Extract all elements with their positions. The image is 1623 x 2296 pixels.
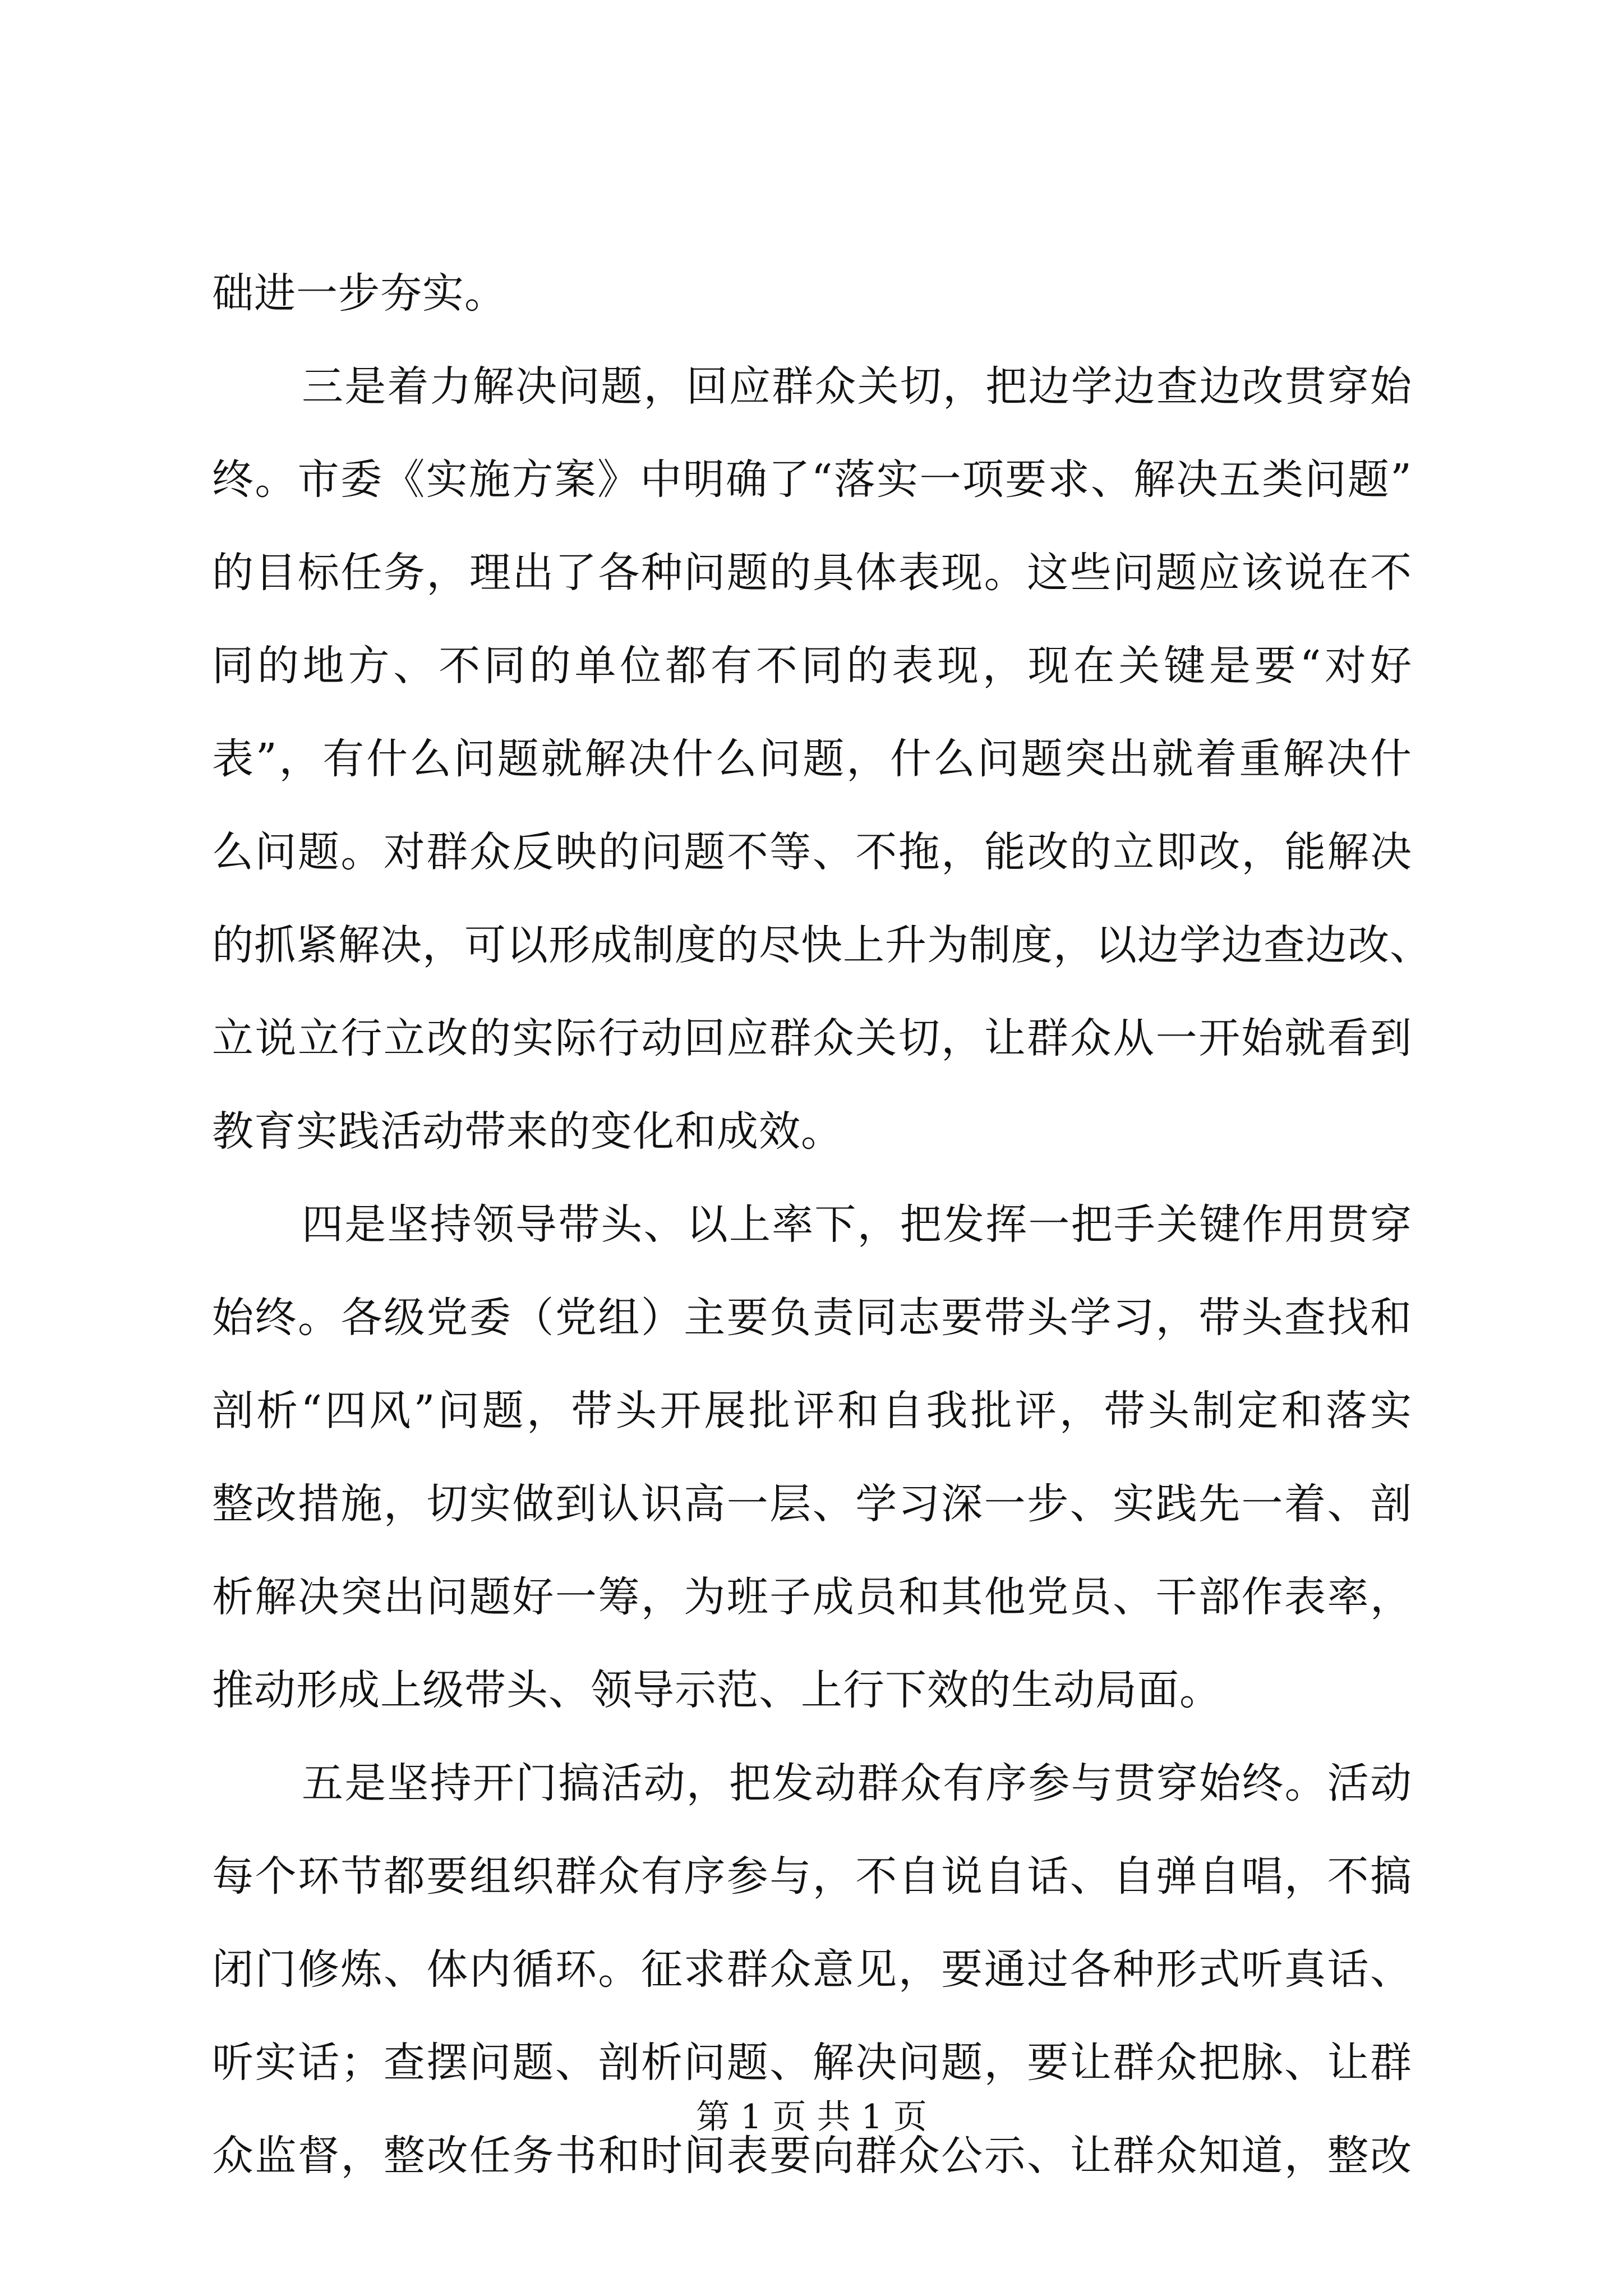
text-line: 表”，有什么问题就解决什么问题，什么问题突出就着重解决什 [212, 735, 1412, 783]
text-line: 听实话；查摆问题、剖析问题、解决问题，要让群众把脉、让群 [212, 2039, 1412, 2087]
text-line: 立说立行立改的实际行动回应群众关切，让群众从一开始就看到 [212, 1014, 1412, 1062]
paragraph-end-line: 推动形成上级带头、领导示范、上行下效的生动局面。 [212, 1666, 1221, 1714]
text-line: 闭门修炼、体内循环。征求群众意见，要通过各种形式听真话、 [212, 1945, 1412, 1994]
text-line: 同的地方、不同的单位都有不同的表现，现在关键是要“对好 [212, 642, 1412, 690]
text-line: 析解决突出问题好一筹，为班子成员和其他党员、干部作表率， [212, 1573, 1412, 1621]
text-line: 么问题。对群众反映的问题不等、不拖，能改的立即改，能解决 [212, 828, 1412, 876]
text-line: 每个环节都要组织群众有序参与，不自说自话、自弹自唱，不搞 [212, 1852, 1412, 1901]
text-line: 的目标任务，理出了各种问题的具体表现。这些问题应该说在不 [212, 549, 1412, 597]
text-line: 础进一步夯实。 [212, 269, 506, 318]
page-number-footer: 第 1 页 共 1 页 [696, 2097, 927, 2137]
text-line: 始终。各级党委（党组）主要负责同志要带头学习，带头查找和 [212, 1294, 1412, 1342]
text-line: 众监督，整改任务书和时间表要向群众公示、让群众知道，整改 [212, 2132, 1412, 2180]
text-line: 的抓紧解决，可以形成制度的尽快上升为制度，以边学边查边改、 [212, 921, 1432, 969]
paragraph-start-line: 五是坚持开门搞活动，把发动群众有序参与贯穿始终。活动 [302, 1759, 1412, 1807]
paragraph-start-line: 四是坚持领导带头、以上率下，把发挥一把手关键作用贯穿 [302, 1200, 1412, 1249]
document-body [212, 247, 1432, 2202]
paragraph-start-line: 三是着力解决问题，回应群众关切，把边学边查边改贯穿始 [302, 362, 1412, 411]
text-line: 终。市委《实施方案》中明确了“落实一项要求、解决五类问题” [212, 455, 1412, 504]
paragraph-end-line: 教育实践活动带来的变化和成效。 [212, 1107, 843, 1156]
text-line: 整改措施，切实做到认识高一层、学习深一步、实践先一着、剖 [212, 1480, 1412, 1528]
text-line: 剖析“四风”问题，带头开展批评和自我批评，带头制定和落实 [212, 1387, 1412, 1435]
